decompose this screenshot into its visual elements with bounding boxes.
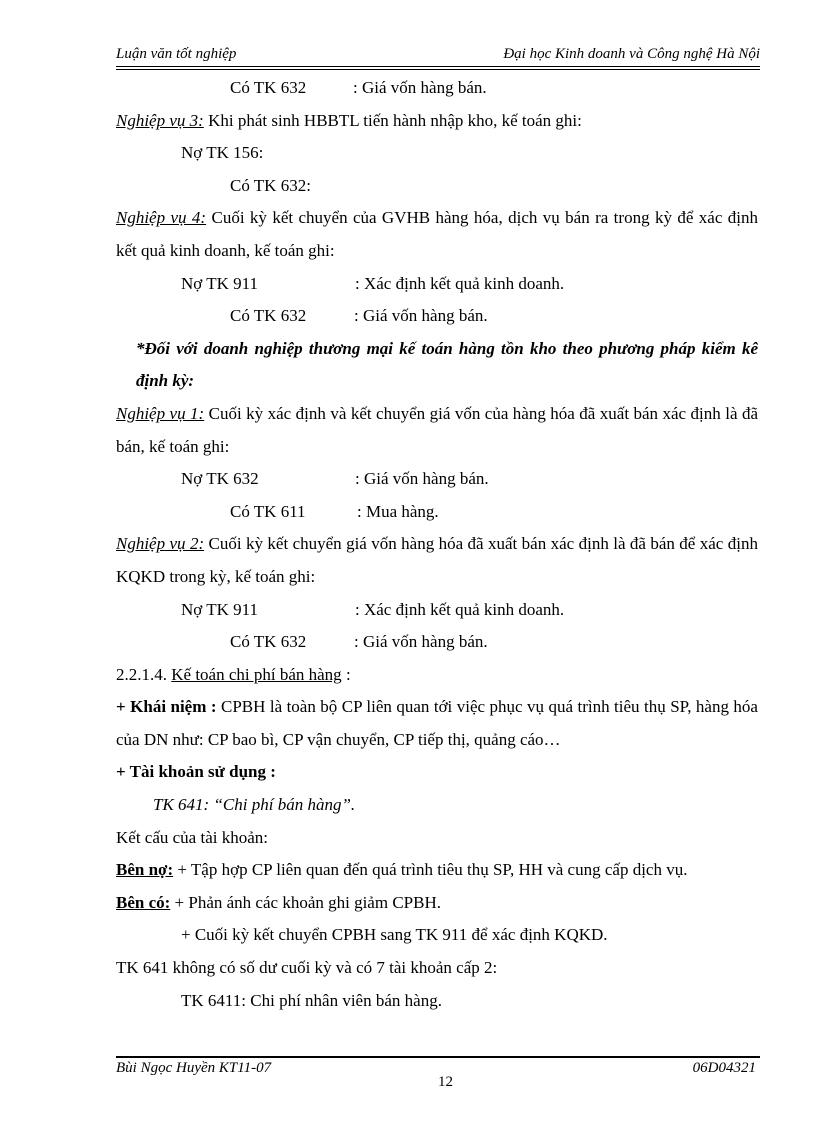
paragraph-nv1: [116, 398, 758, 463]
paragraph-nv2: [116, 528, 758, 593]
paragraph-debit-side: [116, 854, 758, 887]
entry-desc: : Mua hàng.: [357, 501, 439, 521]
operation-title: Nghiệp vụ 3:: [116, 110, 204, 130]
credit-label: Bên có:: [116, 892, 171, 912]
header-rule: [116, 66, 760, 67]
page-header: [116, 44, 760, 66]
entry-account: Nợ TK 632: [181, 469, 259, 489]
debit-text: + Tập hợp CP liên quan đến quá trình tiêu thụ SP, HH và cung cấp dịch vụ.: [173, 860, 688, 880]
account-6411: TK 6411: Chi phí nhân viên bán hàng.: [181, 990, 442, 1010]
operation-text: Khi phát sinh HBBTL tiến hành nhập kho, kế toán ghi:: [203, 110, 582, 130]
entry-line: [116, 463, 758, 496]
section-tail: :: [341, 664, 351, 684]
entry-desc: : Giá vốn hàng bán.: [355, 469, 489, 489]
entry-desc: : Giá vốn hàng bán.: [354, 632, 488, 652]
operation-text: Cuối kỳ xác định và kết chuyển giá vốn của hàng hóa đã xuất bán xác định là đã bán, kế toán ghi:: [116, 403, 758, 456]
entry-line: [116, 594, 758, 627]
entry-account: Có TK 632: [230, 306, 307, 326]
entry-line: [116, 626, 758, 659]
entry-account: Có TK 632: [230, 632, 307, 652]
footer-author: Bùi Ngọc Huyền KT11-07: [116, 1060, 272, 1076]
entry-line: [116, 72, 758, 105]
paragraph-concept: [116, 691, 758, 756]
header-thesis-label: Luận văn tốt nghiệp: [116, 46, 237, 62]
debit-label: Bên nợ:: [116, 860, 174, 880]
entry-account: Có TK 611: [230, 501, 306, 521]
header-rule-thin: [116, 69, 760, 70]
footer-student-id: 06D04321: [692, 1060, 756, 1076]
concept-text: CPBH là toàn bộ CP liên quan tới việc phục vụ quá trình tiêu thụ SP, hàng hóa của DN như: CP bao bì, CP vận chuyển, CP tiếp thị, quảng cáo…: [116, 697, 758, 749]
credit-side-line: [116, 887, 758, 920]
operation-title: Nghiệp vụ 2:: [116, 534, 205, 554]
heading-periodic-inventory: *Đối với doanh nghiệp thương mại kế toán hàng tồn kho theo phương pháp kiểm kê định kỳ:: [136, 338, 758, 391]
entry-line: [116, 137, 758, 170]
section-number: 2.2.1.4.: [116, 664, 172, 684]
page-number: 12: [438, 1074, 453, 1090]
credit-text: + Phản ánh các khoản ghi giảm CPBH.: [170, 892, 441, 912]
entry-account: Có TK 632:: [230, 175, 311, 195]
account-641-note: TK 641 không có số dư cuối kỳ và có 7 tài khoản cấp 2:: [116, 958, 498, 978]
concept-label: + Khái niệm :: [116, 697, 217, 717]
entry-desc: : Xác định kết quả kinh doanh.: [355, 599, 565, 619]
section-heading: [116, 659, 758, 692]
credit-side-line-2: + Cuối kỳ kết chuyển CPBH sang TK 911 để xác định KQKD.: [181, 925, 608, 945]
operation-title: Nghiệp vụ 4:: [116, 208, 207, 228]
paragraph-nv4: [116, 202, 758, 267]
account-structure-label: Kết cấu của tài khoản:: [116, 827, 268, 847]
header-university: Đại học Kinh doanh và Công nghệ Hà Nội: [503, 46, 760, 62]
operation-text: Cuối kỳ kết chuyển của GVHB hàng hóa, dịch vụ bán ra trong kỳ để xác định kết quả kinh doanh, kế toán ghi:: [116, 208, 758, 260]
entry-desc: : Giá vốn hàng bán.: [353, 78, 487, 97]
document-body: [116, 72, 758, 1017]
operation-title: Nghiệp vụ 1:: [116, 403, 205, 423]
entry-line: [116, 170, 758, 203]
entry-account: Có TK 632: [230, 78, 307, 97]
entry-desc: : Xác định kết quả kinh doanh.: [355, 273, 565, 293]
entry-account: Nợ TK 911: [181, 599, 258, 619]
footer-rule: [116, 1056, 760, 1058]
paragraph-nv3: [116, 105, 758, 138]
accounts-used-label: + Tài khoản sử dụng :: [116, 762, 276, 782]
section-title: Kế toán chi phí bán hàng: [171, 664, 342, 684]
entry-line: [116, 496, 758, 529]
entry-line: [116, 268, 758, 301]
operation-text: Cuối kỳ kết chuyển giá vốn hàng hóa đã xuất bán xác định là đã bán để xác định KQKD trong kỳ, kế toán ghi:: [116, 534, 758, 586]
entry-account: Nợ TK 156:: [181, 143, 264, 163]
account-641-title: TK 641: “Chi phí bán hàng”.: [153, 795, 356, 815]
entry-desc: : Giá vốn hàng bán.: [354, 306, 488, 326]
entry-line: [116, 300, 758, 333]
entry-account: Nợ TK 911: [181, 273, 258, 293]
